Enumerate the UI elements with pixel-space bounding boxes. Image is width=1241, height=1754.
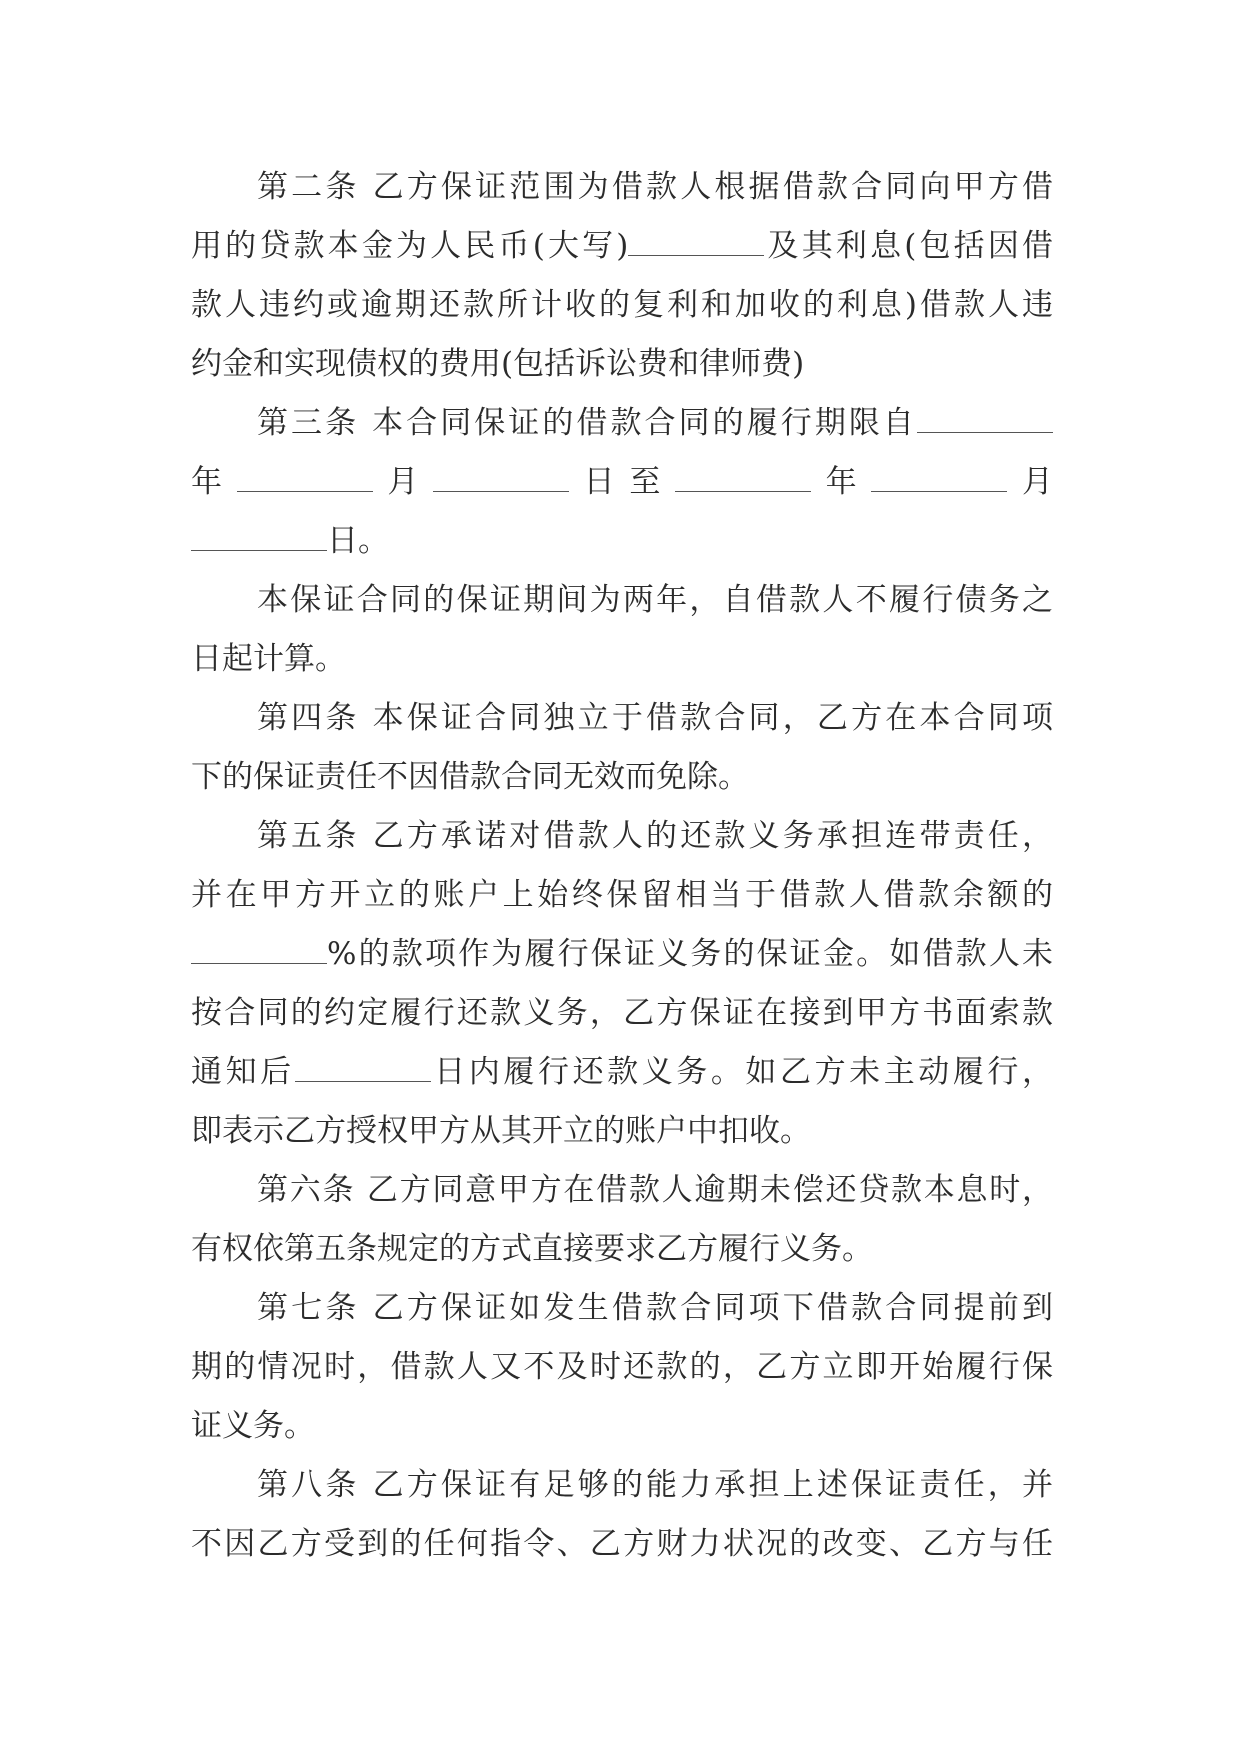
- text-line: [191, 394, 1053, 453]
- text-line: [191, 984, 1053, 1043]
- text-line: [191, 748, 1053, 807]
- text-line: [191, 866, 1053, 925]
- text-segment: 年: [191, 464, 237, 500]
- text-line: [191, 1456, 1053, 1515]
- fill-in-blank: [628, 231, 764, 256]
- text-line: [191, 630, 1053, 689]
- fill-in-blank: [675, 467, 811, 492]
- text-line: [191, 571, 1053, 630]
- paragraph-article-4: [191, 689, 1053, 807]
- text-segment: 日。: [327, 523, 389, 559]
- fill-in-blank: [295, 1057, 431, 1082]
- text-segment: 用的贷款本金为人民币(大写): [191, 228, 629, 264]
- paragraph-article-8: [191, 1456, 1053, 1574]
- text-segment: 并在甲方开立的账户上始终保留相当于借款人借款余额的: [191, 877, 1053, 913]
- text-segment: 第三条 本合同保证的借款合同的履行期限自: [257, 405, 917, 441]
- text-segment: 款人违约或逾期还款所计收的复利和加收的利息)借款人违: [191, 287, 1053, 323]
- text-segment: 不因乙方受到的任何指令、乙方财力状况的改变、乙方与任: [191, 1526, 1053, 1562]
- paragraph-article-3: [191, 394, 1053, 571]
- text-line: [191, 512, 1053, 571]
- text-segment: 第七条 乙方保证如发生借款合同项下借款合同提前到: [257, 1290, 1053, 1326]
- text-segment: 即表示乙方授权甲方从其开立的账户中扣收。: [191, 1113, 811, 1149]
- text-segment: 第六条 乙方同意甲方在借款人逾期未偿还贷款本息时，: [257, 1172, 1053, 1208]
- text-line: [191, 1515, 1053, 1574]
- text-segment: 约金和实现债权的费用(包括诉讼费和律师费): [191, 346, 805, 382]
- text-segment: 下的保证责任不因借款合同无效而免除。: [191, 759, 749, 795]
- text-segment: 年: [811, 464, 872, 500]
- text-segment: 第五条 乙方承诺对借款人的还款义务承担连带责任，: [257, 818, 1053, 854]
- text-segment: 日内履行还款义务。如乙方未主动履行，: [430, 1054, 1053, 1090]
- text-segment: 日起计算。: [191, 641, 346, 677]
- text-line: [191, 1279, 1053, 1338]
- text-line: [191, 925, 1053, 984]
- fill-in-blank: [433, 467, 569, 492]
- text-line: [191, 453, 1053, 512]
- text-line: [191, 1161, 1053, 1220]
- text-line: [191, 1102, 1053, 1161]
- text-line: [191, 276, 1053, 335]
- text-line: [191, 1397, 1053, 1456]
- text-line: [191, 158, 1053, 217]
- text-line: [191, 1220, 1053, 1279]
- text-segment: 期的情况时，借款人又不及时还款的，乙方立即开始履行保: [191, 1349, 1053, 1385]
- paragraph-article-2: [191, 158, 1053, 394]
- text-segment: 月: [1007, 464, 1053, 500]
- paragraph-article-6: [191, 1161, 1053, 1279]
- text-segment: 通知后: [191, 1054, 295, 1090]
- fill-in-blank: [237, 467, 373, 492]
- fill-in-blank: [917, 408, 1053, 433]
- text-line: [191, 1338, 1053, 1397]
- text-line: [191, 335, 1053, 394]
- text-segment: %的款项作为履行保证义务的保证金。如借款人未: [327, 936, 1053, 972]
- text-segment: 日至: [569, 464, 676, 500]
- contract-body: [191, 158, 1053, 1574]
- text-segment: 证义务。: [191, 1408, 315, 1444]
- text-segment: 第二条 乙方保证范围为借款人根据借款合同向甲方借: [257, 169, 1053, 205]
- text-line: [191, 807, 1053, 866]
- text-segment: 第八条 乙方保证有足够的能力承担上述保证责任，并: [257, 1467, 1053, 1503]
- text-segment: 按合同的约定履行还款义务，乙方保证在接到甲方书面索款: [191, 995, 1053, 1031]
- text-segment: 本保证合同的保证期间为两年，自借款人不履行债务之: [257, 582, 1053, 618]
- text-segment: 月: [372, 464, 434, 500]
- text-segment: 及其利息(包括因借: [764, 228, 1053, 264]
- fill-in-blank: [871, 467, 1007, 492]
- paragraph-article-5: [191, 807, 1053, 1161]
- paragraph-article-7: [191, 1279, 1053, 1456]
- text-line: [191, 1043, 1053, 1102]
- text-segment: 有权依第五条规定的方式直接要求乙方履行义务。: [191, 1231, 873, 1267]
- text-segment: 第四条 本保证合同独立于借款合同，乙方在本合同项: [257, 700, 1053, 736]
- text-line: [191, 217, 1053, 276]
- fill-in-blank: [191, 939, 327, 964]
- fill-in-blank: [191, 526, 327, 551]
- text-line: [191, 689, 1053, 748]
- paragraph-guarantee-period: [191, 571, 1053, 689]
